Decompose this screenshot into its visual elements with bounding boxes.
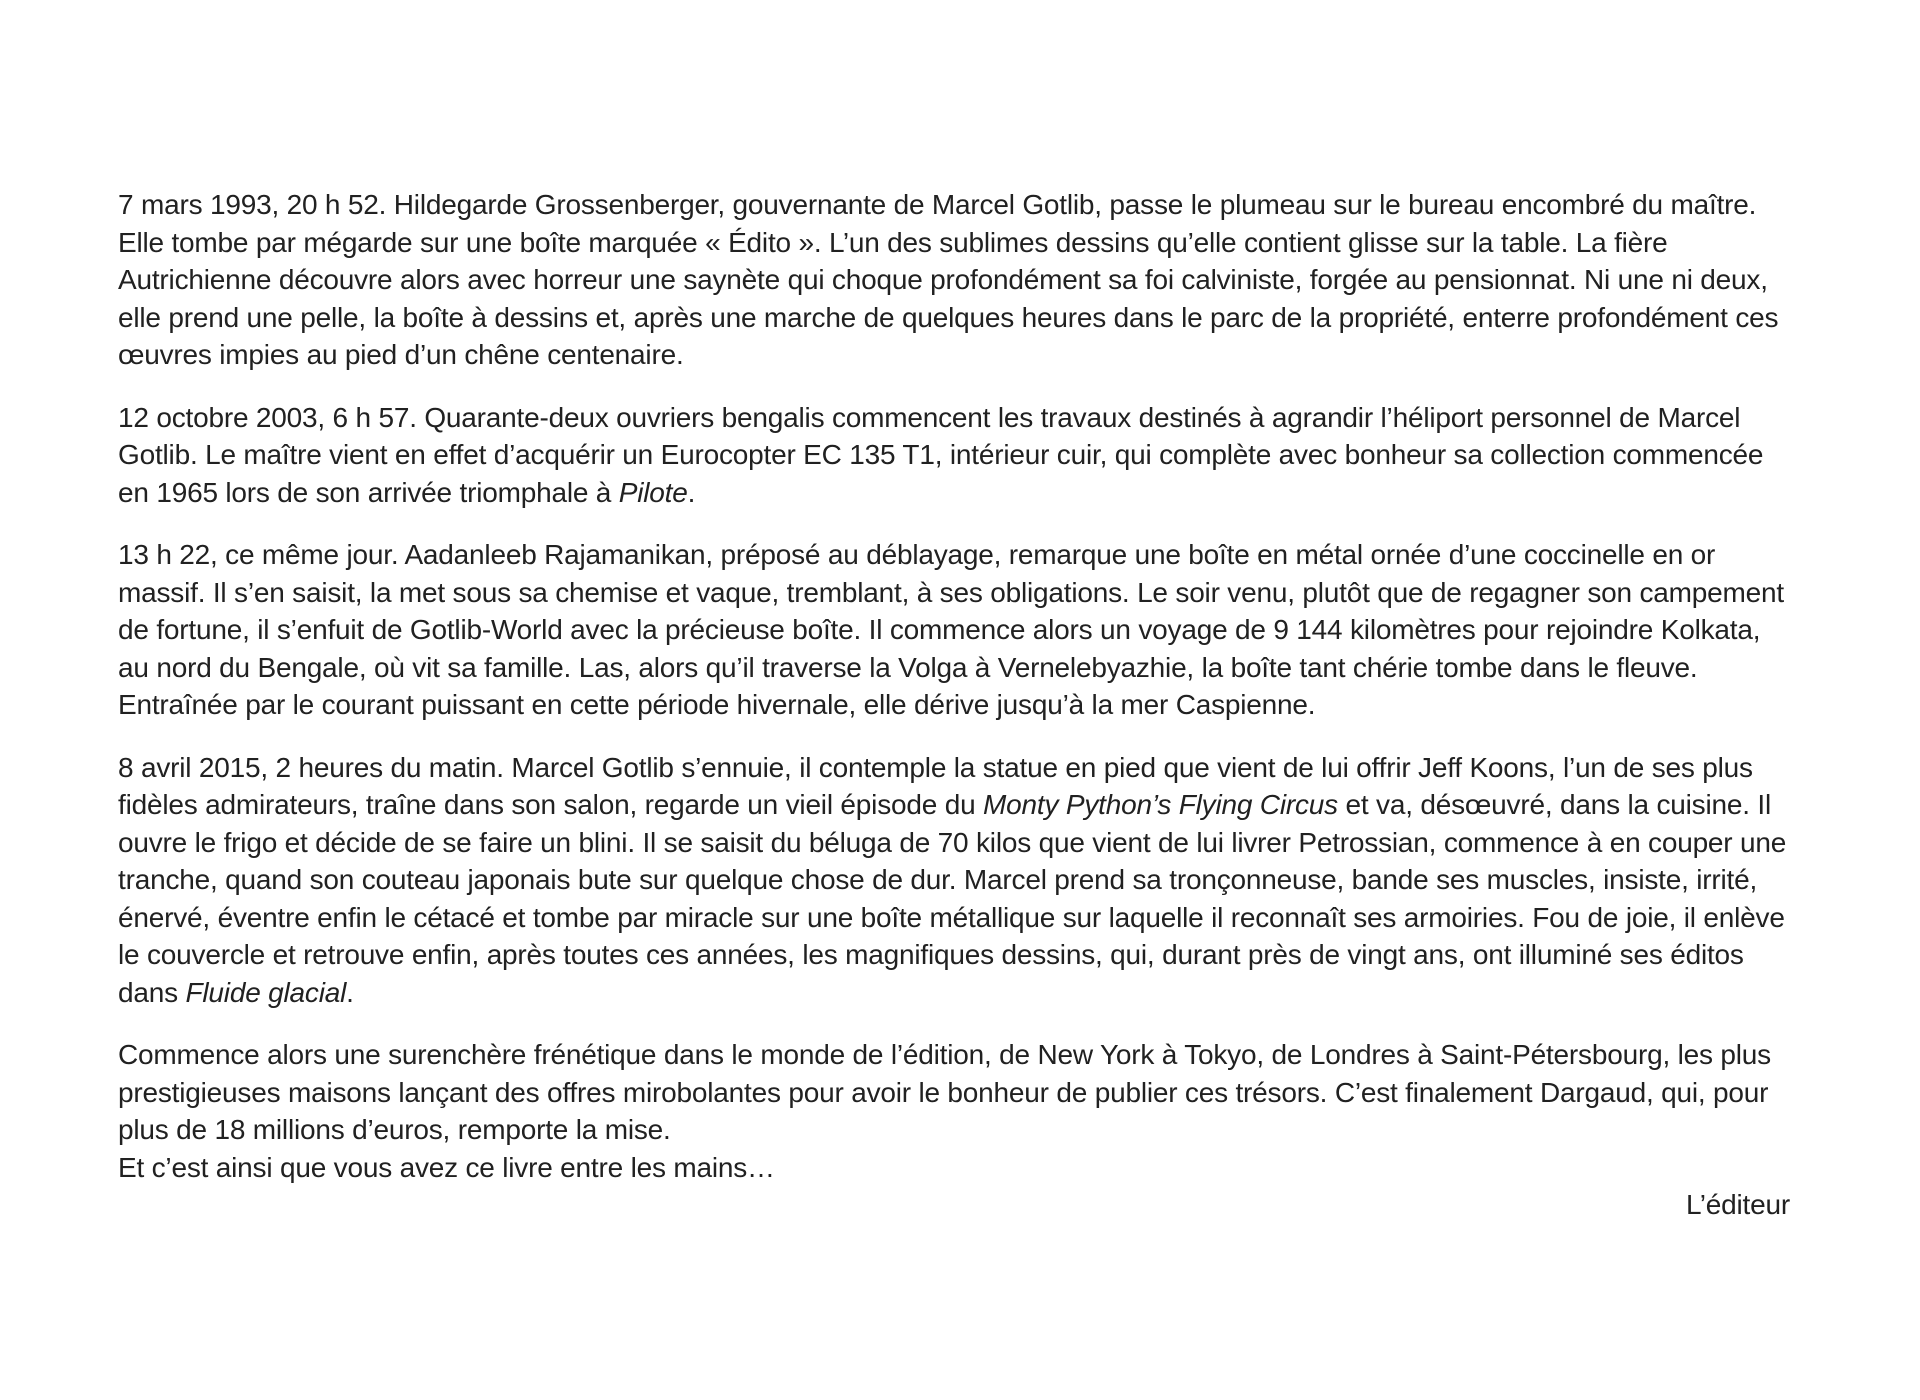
editorial-text-block	[118, 186, 1790, 1249]
paragraph-13h22	[118, 536, 1790, 724]
paragraph-text: .	[687, 476, 696, 508]
paragraph-text: Commence alors une surenchère frénétique dans le monde de l’édition, de New York à Tokyo, de Londres à Saint-Pétersbourg, les plus prestigieuses maisons lançant des offres mirobolantes pour avoir le bonheur de publier ces trésors. C’est finalement Dargaud, qui, pour plus de 18 millions d’euros, remporte la mise.	[118, 1039, 1771, 1145]
paragraph-text: 12 octobre 2003, 6 h 57. Quarante-deux ouvriers bengalis commencent les travaux destinés à agrandir l’héliport personnel de Marcel Gotlib. Le maître vient en effet d’acquérir un Eurocopter EC 135 T1, intérieur cuir, qui complète avec bonheur sa collection commencée en 1965 lors de son arrivée triomphale à	[118, 401, 1764, 508]
paragraph-text: .	[346, 976, 354, 1008]
paragraph-conclusion	[118, 1036, 1790, 1186]
paragraph-text: 7 mars 1993, 20 h 52. Hildegarde Grossenberger, gouvernante de Marcel Gotlib, passe le plumeau sur le bureau encombré du maître. Elle tombe par mégarde sur une boîte marquée « Édito ». L’un des sublimes dessins qu’elle contient glisse sur la table. La fière Autrichienne découvre alors avec horreur une saynète qui choque profondément sa foi calviniste, forgée au pensionnat. Ni une ni deux, elle prend une pelle, la boîte à dessins et, après une marche de quelques heures dans le parc de la propriété, enterre profondément ces œuvres impies au pied d’un chêne centenaire.	[118, 189, 1779, 370]
paragraph-2015	[118, 749, 1790, 1012]
italic-title-pilote: Pilote	[618, 476, 688, 508]
paragraph-text: et va, désœuvré, dans la cuisine. Il ouvre le frigo et décide de se faire un blini. Il se saisit du béluga de 70 kilos que vient de lui livrer Petrossian, commence à en couper une tranche, quand son couteau japonais bute sur quelque chose de dur. Marcel prend sa tronçonneuse, bande ses muscles, insiste, irrité, énervé, éventre enfin le cétacé et tombe par miracle sur une boîte métallique sur laquelle il reconnaît ses armoiries. Fou de joie, il enlève le couvercle et retrouve enfin, après toutes ces années, les magnifiques dessins, qui, durant près de vingt ans, ont illuminé ses éditos dans	[118, 789, 1787, 1008]
paragraph-1993	[118, 186, 1790, 374]
italic-title-monty-python: Monty Python’s Flying Circus	[983, 789, 1338, 820]
italic-title-fluide-glacial: Fluide glacial	[185, 976, 347, 1008]
paragraph-2003	[118, 399, 1790, 512]
editor-signature: L’éditeur	[1685, 1189, 1790, 1220]
paragraph-text: 13 h 22, ce même jour. Aadanleeb Rajamanikan, préposé au déblayage, remarque une boîte en métal ornée d’une coccinelle en or massif. Il s’en saisit, la met sous sa chemise et vaque, tremblant, à ses obligations. Le soir venu, plutôt que de regagner son campement de fortune, il s’enfuit de Gotlib-World avec la précieuse boîte. Il commence alors un voyage de 9 144 kilomètres pour rejoindre Kolkata, au nord du Bengale, où vit sa famille. Las, alors qu’il traverse la Volga à Vernelebyazhie, la boîte tant chérie tombe dans le fleuve. Entraînée par le courant puissant en cette période hivernale, elle dérive jusqu’à la mer Caspienne.	[118, 539, 1784, 720]
paragraph-text: 8 avril 2015, 2 heures du matin. Marcel Gotlib s’ennuie, il contemple la statue en pied que vient de lui offrir Jeff Koons, l’un de ses plus fidèles admirateurs, traîne dans son salon, regarde un vieil épisode du	[118, 751, 1753, 820]
closing-line: Et c’est ainsi que vous avez ce livre entre les mains…	[118, 1151, 775, 1183]
